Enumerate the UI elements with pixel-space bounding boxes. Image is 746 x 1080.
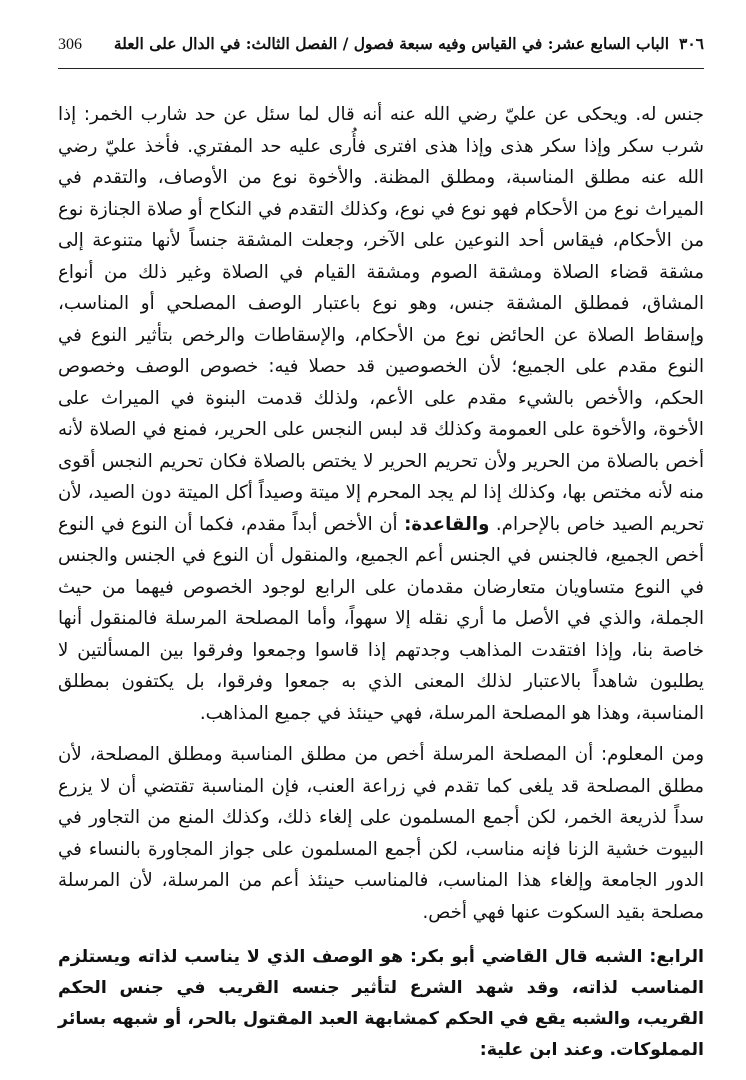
paragraph-text: أن الأخص أبداً مقدم، فكما أن النوع في النوع أخص الجميع، فالجنس في الجنس أعم الجميع، والمنقول أن النوع في الجنس والجنس في النوع متساويان متعارضان مقدمان على الرابع لوجود الخصوص فيهما من حيث الجملة، والذي في الأصل ما أري نقله إلا سهواً، وأما المصلحة المرسلة فالمنقول أنها خاصة بنا، وإذا افتقدت المذاهب وجدتهم إذا قاسوا وجمعوا وفرقوا بين المسألتين لا يطلبون شاهداً بالاعتبار لذلك المعنى الذي به جمعوا وفرقوا، بل يكتفون بمطلق المناسبة، وهذا هو المصلحة المرسلة، فهي حينئذ في جميع المذاهب.: [58, 513, 704, 724]
paragraph: [58, 739, 704, 928]
bold-term: والقاعدة:: [404, 513, 490, 535]
paragraph-text: الرابع: الشبه قال القاضي أبو بكر: هو الوصف الذي لا يناسب لذاته ويستلزم المناسب لذاته، وقد شهد الشرع لتأثير جنسه القريب في جنس الحكم القريب، والشبه يقع في الحكم كمشابهة العبد المقتول بالحر، أو شبهه بسائر المملوكات. وعند ابن علية:: [58, 947, 704, 1060]
paragraph-text: جنس له. ويحكى عن عليّ رضي الله عنه أنه قال لما سئل عن حد شارب الخمر: إذا شرب سكر وإذا سكر هذى وإذا هذى افترى فأُرى عليه حد المفتري. فأخذ عليّ رضي الله عنه مطلق المناسبة، ومطلق المظنة. والأخوة نوع من الأوصاف، والتقدم في الميراث نوع من الأحكام فهو نوع في نوع، وكذلك التقدم في النكاح أو صلاة الجنازة نوع من الأحكام، فيقاس أحد النوعين على الآخر، وجعلت المشقة جنساً لأنها متنوعة إلى مشقة قضاء الصلاة ومشقة الصوم ومشقة القيام في الصلاة وغير ذلك من أنواع المشاق، فمطلق المشقة جنس، وهو نوع باعتبار الوصف المصلحي أو المناسب، وإسقاط الصلاة عن الحائض نوع من الأحكام، والإسقاطات والرخص بتأثير النوع في النوع مقدم على الجميع؛ لأن الخصوصين قد حصلا فيه: خصوص الوصف وخصوص الحكم، والأخص بالشيء مقدم على الأعم، ولذلك قدمت البنوة في الميراث على الأخوة، والأخوة على العمومة وكذلك قد لبس النجس على الحرير، فمنع في الصلاة لأنه أخص بالصلاة من الحرير ولأن تحريم الحرير لا يختص بالصلاة فكان تحريم النجس أقوى منه لأنه مختص بها، وكذلك إذا لم يجد المحرم إلا ميتة وصيداً أكل الميتة دون الصيد، لأن تحريم الصيد خاص بالإحرام.: [58, 104, 704, 535]
paragraph-text: ومن المعلوم: أن المصلحة المرسلة أخص من مطلق المناسبة ومطلق المصلحة، لأن مطلق المصلحة قد يلغى كما تقدم في زراعة العنب، فإن المناسبة تقتضي أن لا يزرع سداً لذريعة الخمر، لكن أجمع المسلمون على إلغاء ذلك، وكذلك المنع من التجاور في البيوت خشية الزنا فإنه مناسب، لكن أجمع المسلمون على جواز المجاورة بالنساء في الدور الجامعة وإلغاء هذا المناسب، فالمناسب حينئذ أعم من المرسلة، لأن المرسلة مصلحة بقيد السكوت عنها فهي أخص.: [58, 744, 704, 923]
paragraph-bold: [58, 942, 704, 1066]
page-body: [58, 99, 704, 1066]
page-number-arabic: ٣٠٦: [679, 34, 704, 53]
running-title: الباب السابع عشر: في القياس وفيه سبعة فصول / الفصل الثالث: في الدال على العلة: [113, 34, 670, 53]
paragraph: [58, 99, 704, 729]
book-page: [58, 34, 704, 1064]
page-header: [58, 34, 704, 69]
page-number-latin: 306: [58, 36, 82, 53]
running-header: [114, 34, 704, 53]
